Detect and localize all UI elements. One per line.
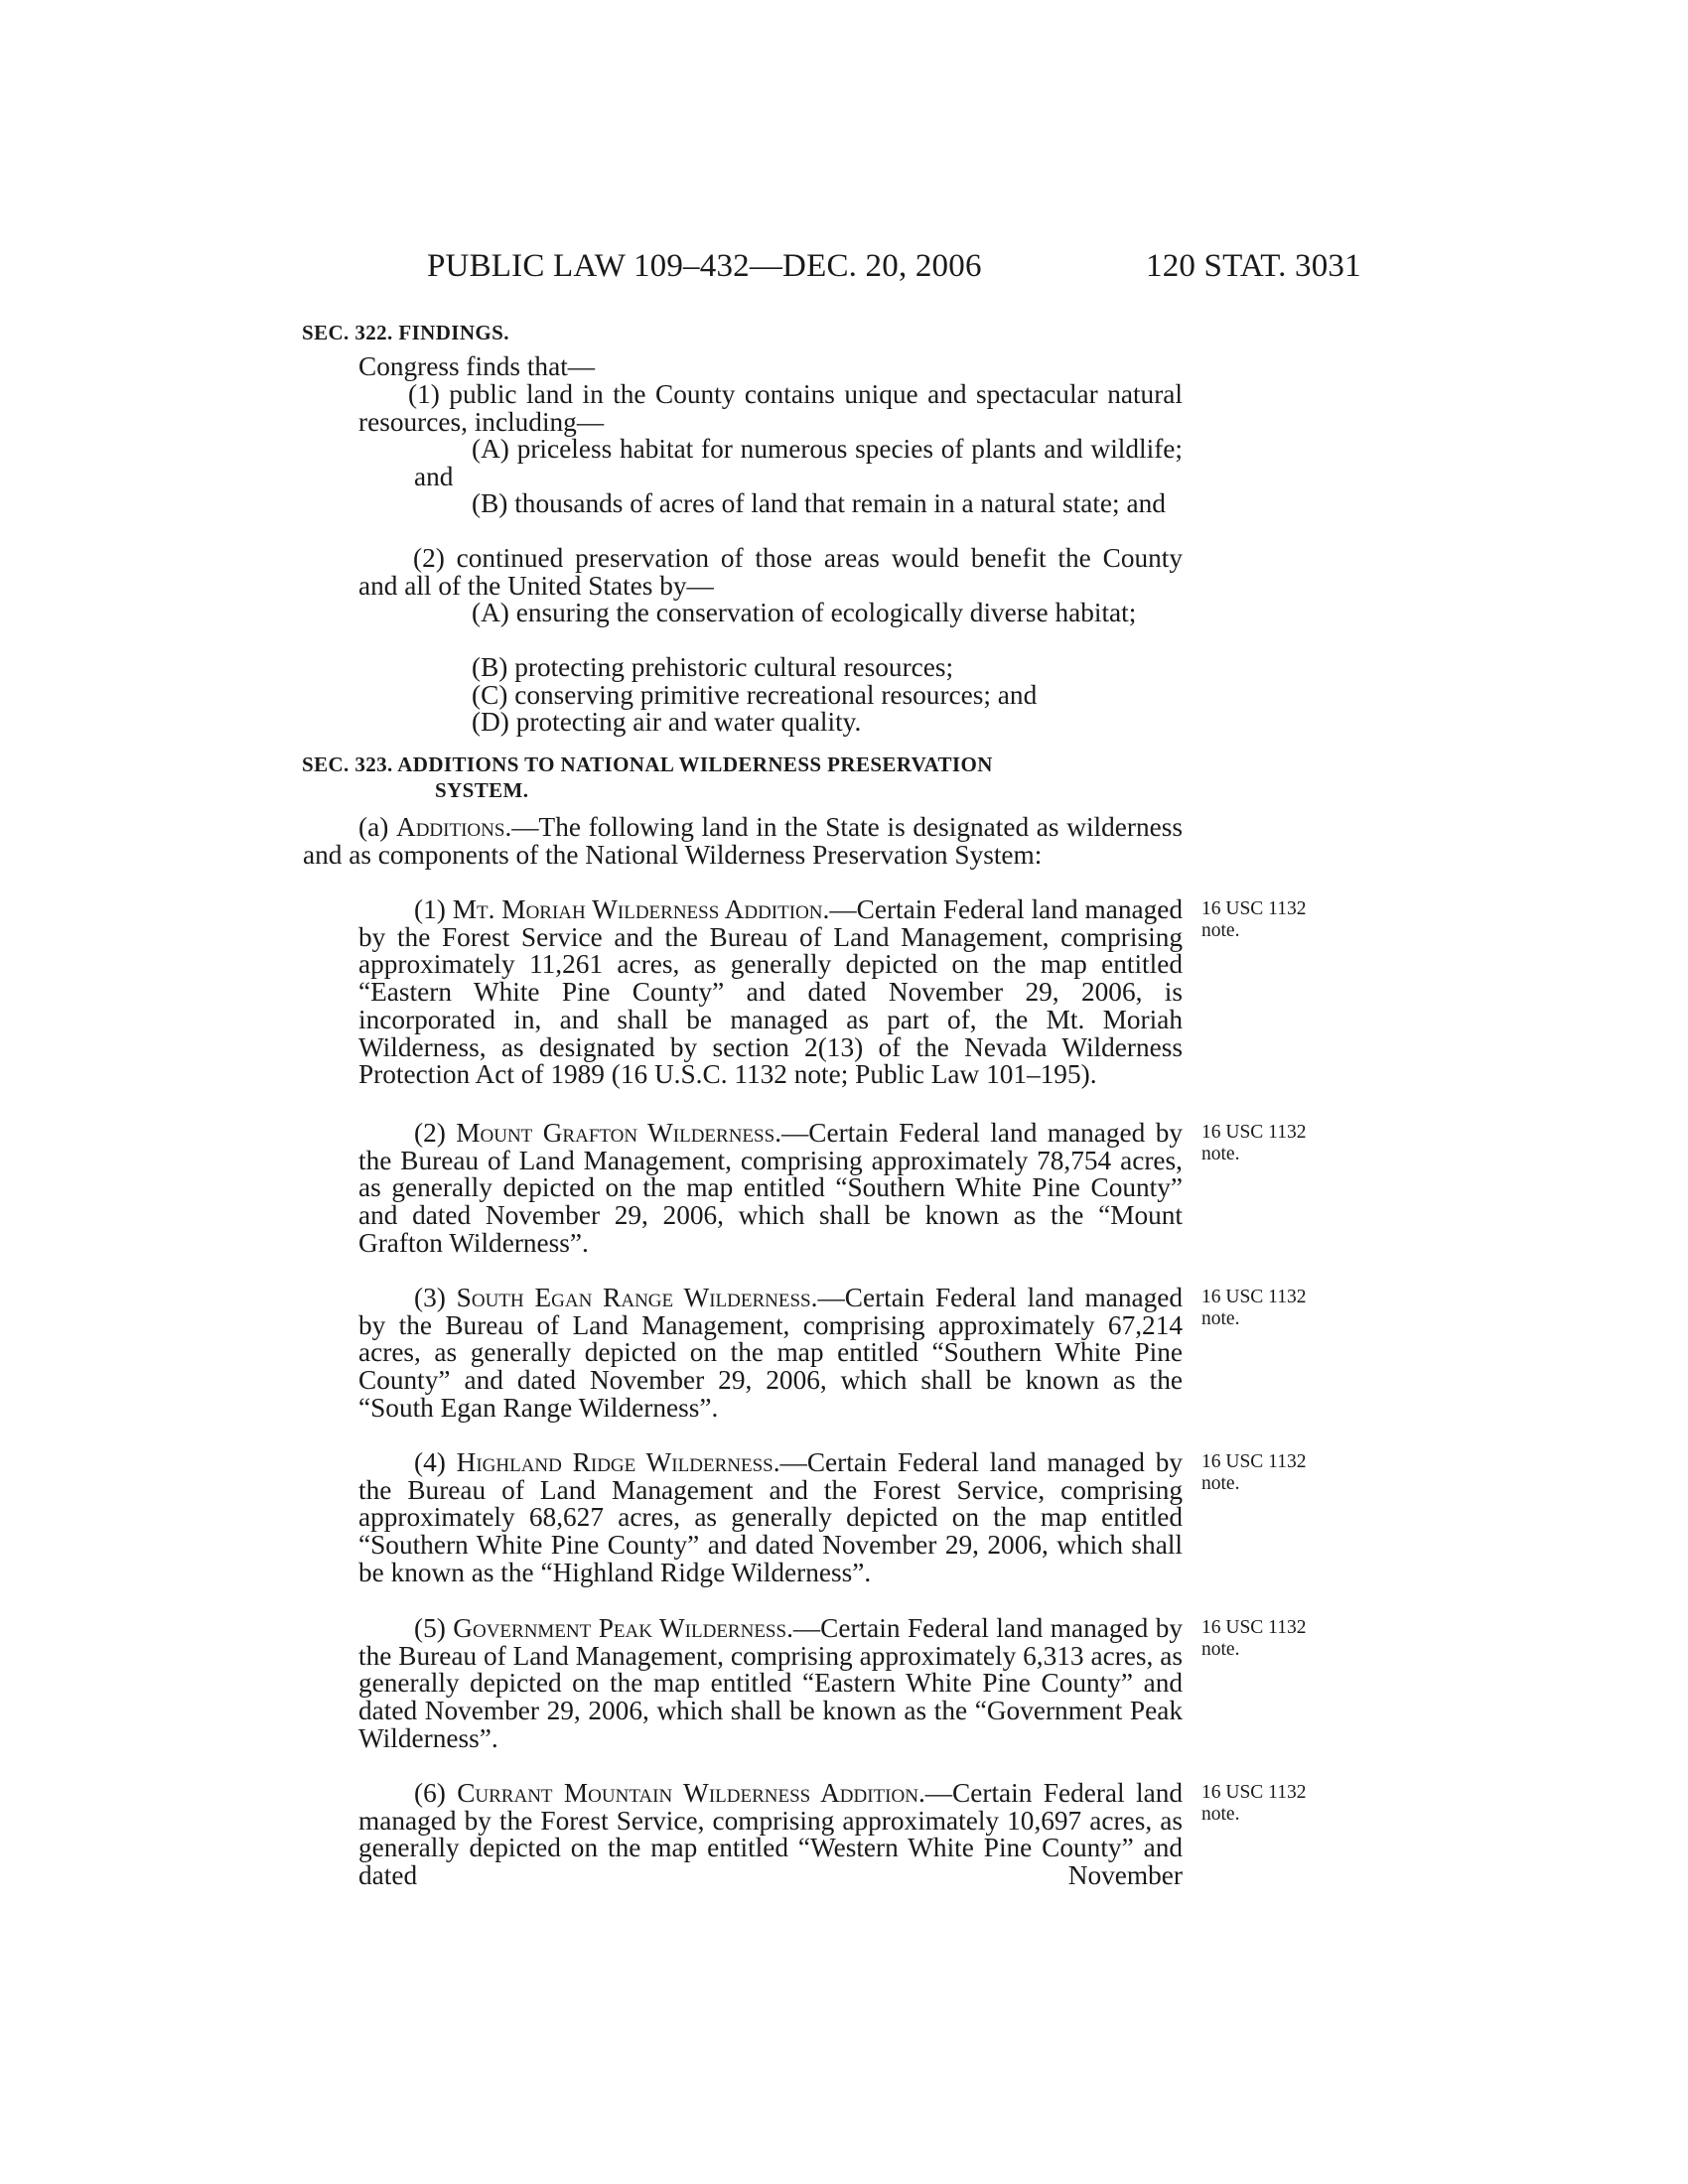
item-1-usc-citation: 16 USC 1132 (1201, 898, 1307, 919)
item-1-note-label: note. (1201, 920, 1240, 941)
item-1-margin-note (1201, 898, 1306, 942)
sec322-para-2a: (A) ensuring the conservation of ecologically diverse habitat; (472, 598, 1137, 627)
item-5-number: (5) (414, 1613, 454, 1643)
item-5-text: .—Certain Federal land managed by the Bureau of Land Management, comprising approximately 6,313 acres, as generally depicted on the map entitled “Eastern White Pine County” and dated November 29, 2006, which shall be known as the “Government Peak Wilderness”. (358, 1613, 1183, 1753)
section-323-title-line2: SYSTEM. (435, 778, 529, 802)
item-3-caption: South Egan Range Wilderness (456, 1283, 811, 1312)
item-6-note-label: note. (1201, 1804, 1240, 1825)
item-3-margin-note (1201, 1287, 1306, 1330)
item-4-usc-citation: 16 USC 1132 (1201, 1451, 1307, 1472)
sec322-para-1a: (A) priceless habitat for numerous species of plants and wildlife; and (414, 434, 1183, 491)
item-4-text: .—Certain Federal land managed by the Bureau of Land Management and the Forest Service, comprising approximately 68,627 acres, as generally depicted on the map entitled “Southern White Pine County” and dated November 29, 2006, which shall be known as the “Highland Ridge Wilderness”. (358, 1447, 1183, 1587)
item-5-caption: Government Peak Wilderness (453, 1613, 787, 1643)
running-head-public-law: PUBLIC LAW 109–432—DEC. 20, 2006 (427, 248, 982, 284)
sec322-para-2: (2) continued preservation of those areas would benefit the County and all of the United States by— (358, 543, 1183, 601)
item-2-usc-citation: 16 USC 1132 (1201, 1122, 1307, 1143)
sec322-intro: Congress finds that— (358, 351, 596, 381)
sec323-item-6 (358, 1780, 1183, 1890)
item-6-number: (6) (414, 1778, 458, 1808)
item-1-caption: Mt. Moriah Wilderness Addition (452, 894, 823, 924)
item-4-number: (4) (414, 1447, 457, 1477)
item-6-margin-note (1201, 1782, 1306, 1826)
sec323-item-1 (358, 896, 1183, 1089)
item-1-number: (1) (414, 894, 453, 924)
item-5-margin-note (1201, 1617, 1306, 1661)
item-3-note-label: note. (1201, 1308, 1240, 1329)
item-2-margin-note (1201, 1122, 1306, 1165)
item-6-usc-citation: 16 USC 1132 (1201, 1782, 1307, 1803)
item-4-note-label: note. (1201, 1473, 1240, 1494)
subsection-a-caption: Additions (396, 812, 505, 842)
item-3-usc-citation: 16 USC 1132 (1201, 1287, 1307, 1307)
item-5-usc-citation: 16 USC 1132 (1201, 1617, 1307, 1638)
item-2-caption: Mount Grafton Wilderness (456, 1118, 775, 1148)
sec323-item-4 (358, 1449, 1183, 1587)
section-323-title-line1: ADDITIONS TO NATIONAL WILDERNESS PRESERVATION (397, 752, 993, 776)
sec322-para-2c: (C) conserving primitive recreational resources; and (472, 680, 1038, 710)
running-head-stat-page: 120 STAT. 3031 (1146, 248, 1361, 284)
item-6-caption: Currant Mountain Wilderness Addition (457, 1778, 918, 1808)
sec323-item-3 (358, 1285, 1183, 1423)
sec322-para-2b: (B) protecting prehistoric cultural resources; (472, 652, 954, 682)
sec323-item-2 (358, 1120, 1183, 1258)
section-323-number: SEC. 323. (302, 752, 393, 776)
item-2-text: .—Certain Federal land managed by the Bureau of Land Management, comprising approximately 78,754 acres, as generally depicted on the map entitled “Southern White Pine County” and dated November 29, 2006, which shall be known as the “Mount Grafton Wilderness”. (358, 1118, 1184, 1258)
item-2-note-label: note. (1201, 1144, 1240, 1164)
section-323-heading (302, 751, 1182, 803)
subsection-a-text: .—The following land in the State is designated as wilderness and as components of the National Wilderness Preservation System: (303, 812, 1183, 870)
item-3-number: (3) (414, 1283, 457, 1312)
sec322-para-1b: (B) thousands of acres of land that remain in a natural state; and (472, 488, 1166, 518)
subsection-a-label: (a) (358, 812, 396, 842)
item-1-text: .—Certain Federal land managed by the Forest Service and the Bureau of Land Management, comprising approximately 11,261 acres, as generally depicted on the map entitled “Eastern White Pine County” and dated November 29, 2006, is incorporated in, and shall be managed as part of, the Mt. Moriah Wilderness, as designated by section 2(13) of the Nevada Wilderness Protection Act of 1989 (16 U.S.C. 1132 note; Public Law 101–195). (358, 894, 1183, 1090)
item-2-number: (2) (414, 1118, 457, 1148)
sec323-item-5 (358, 1615, 1183, 1753)
section-322-heading: SEC. 322. FINDINGS. (302, 321, 509, 344)
sec322-para-2d: (D) protecting air and water quality. (472, 707, 862, 737)
item-5-note-label: note. (1201, 1639, 1240, 1660)
sec322-para-1: (1) public land in the County contains unique and spectacular natural resources, including— (358, 379, 1183, 437)
item-6-text: .—Certain Federal land managed by the Forest Service, comprising approximately 10,697 acres, as generally depicted on the map entitled “Western White Pine County” and dated November (358, 1778, 1183, 1891)
sec323-subsection-a (303, 814, 1183, 869)
item-3-text: .—Certain Federal land managed by the Bureau of Land Management, comprising approximately 67,214 acres, as generally depicted on the map entitled “Southern White Pine County” and dated November 29, 2006, which shall be known as the “South Egan Range Wilderness”. (358, 1283, 1184, 1423)
item-4-caption: Highland Ridge Wilderness (456, 1447, 774, 1477)
item-4-margin-note (1201, 1451, 1306, 1495)
